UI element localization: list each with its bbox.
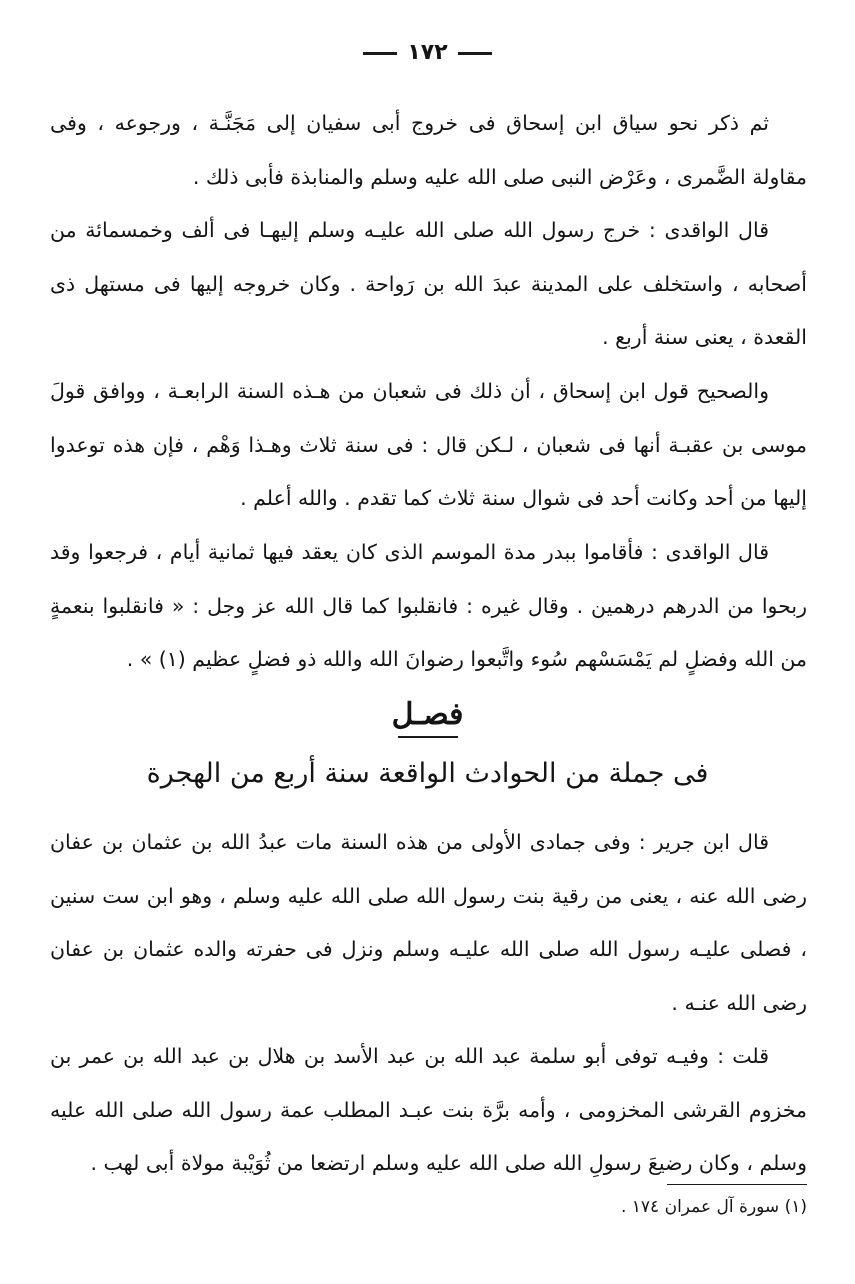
paragraph-text: قلت : وفيـه توفى أبو سلمة عبد الله بن عبد الأسد بن هلال بن عبد الله بن عمر بن مخزوم القرشى المخزومى ، وأمه برَّة بنت عبـد المطلب عمة رسول الله صلى الله عليه وسلم ، وكان رضيعَ رسولِ الله صلى الله عليه وسلم ارتضعا من ثُوَيْبة مولاة أبى لهب . xyxy=(50,1044,807,1175)
paragraph-text: والصحيح قول ابن إسحاق ، أن ذلك فى شعبان من هـذه السنة الرابعـة ، ووافق قولَ موسى بن عقبـة أنها فى شعبان ، لـكن قال : فى سنة ثلاث وهـذا وَهْم ، فإن هذه توعدوا إليها من أحد وكانت أحد فى شوال سنة ثلاث كما تقدم . والله أعلم . xyxy=(50,379,807,510)
section-subtitle xyxy=(0,748,855,800)
footnote: (١) سورة آل عمران ١٧٤ . xyxy=(620,1197,807,1217)
section-subtitle-text: فى جملة من الحوادث الواقعة سنة أربع من الهجرة xyxy=(146,758,709,789)
paragraph-3 xyxy=(50,365,807,526)
paragraph-6 xyxy=(50,1030,807,1191)
paragraph-2 xyxy=(50,204,807,365)
paragraph-5 xyxy=(50,816,807,1030)
dash-decoration xyxy=(458,52,492,55)
page-number: ١٧٢ xyxy=(407,40,448,65)
paragraph-text: قال الواقدى : فأقاموا ببدر مدة الموسم الذى كان يعقد فيها ثمانية أيام ، فرجعوا وقد ربحوا من الدرهم درهمين . وقال غيره : فانقلبوا كما قال الله عز وجل : « فانقلبوا بنعمةٍ من الله وفضلٍ لم يَمْسَسْهم سُوء واتَّبعوا رضوانَ الله والله ذو فضلٍ عظيم (١) » . xyxy=(50,540,807,671)
dash-decoration xyxy=(363,52,397,55)
section-heading-text: فصـل xyxy=(391,697,464,732)
paragraph-text: قال الواقدى : خرج رسول الله صلى الله عليـه وسلم إليهـا فى ألف وخمسمائة من أصحابه ، واستخلف على المدينة عبدَ الله بن رَواحة . وكان خروجه إليها فى مستهل ذى القعدة ، يعنى سنة أربع . xyxy=(50,218,807,349)
paragraph-4 xyxy=(50,526,807,687)
paragraph-text: ثم ذكر نحو سياق ابن إسحاق فى خروج أبى سفيان إلى مَجَنَّـة ، ورجوعه ، وفى مقاولة الضَّمرى ، وعَرْض النبى صلى الله عليه وسلم والمنابذة فأبى ذلك . xyxy=(50,111,807,189)
heading-underline xyxy=(398,736,458,738)
paragraph-1 xyxy=(50,97,807,204)
page-number-header xyxy=(0,40,855,65)
footnote-divider xyxy=(667,1184,807,1185)
paragraph-text: قال ابن جرير : وفى جمادى الأولى من هذه السنة مات عبدُ الله بن عثمان بن عفان رضى الله عنه ، يعنى من رقية بنت رسول الله صلى الله عليه وسلم ، وهو ابن ست سنين ، فصلى عليـه رسول الله صلى الله عليـه وسلم ونزل فى حفرته والده عثمان بن عفان رضى الله عنـه . xyxy=(50,830,807,1015)
section-heading xyxy=(0,690,855,738)
